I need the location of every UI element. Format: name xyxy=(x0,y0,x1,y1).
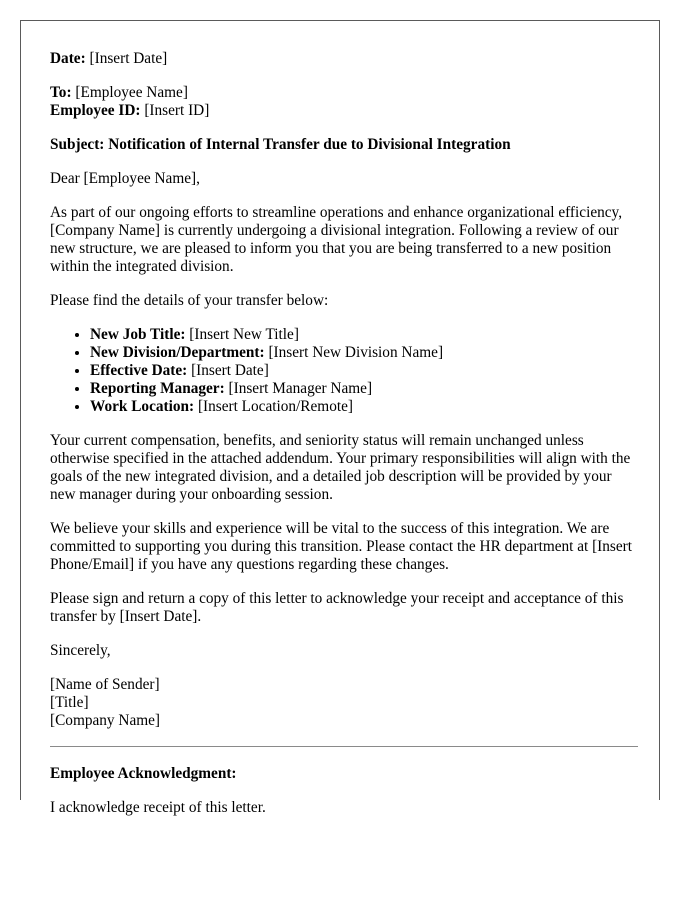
sender-title: [Title] xyxy=(50,694,89,711)
detail-item-job-title xyxy=(90,326,638,344)
details-intro: Please find the details of your transfer below: xyxy=(50,292,329,309)
detail-value: [Insert Date] xyxy=(191,362,269,379)
detail-value: [Insert New Division Name] xyxy=(268,344,444,361)
detail-item-manager xyxy=(90,380,638,398)
intro-paragraph: As part of our ongoing efforts to streamline operations and enhance organizational efficiency, [Company Name] is currently undergoing a divisional integration. Following a review of our new structure, we are pleased to inform you that you are being transferred to a new position within the integrated division. xyxy=(50,204,623,275)
support-paragraph: We believe your skills and experience will be vital to the success of this integration. We are committed to supporting you during this transition. Please contact the HR department at [Insert Phone/Email] if you have any questions regarding these changes. xyxy=(50,520,633,573)
employee-id-label: Employee ID: xyxy=(50,102,141,119)
subject-line xyxy=(50,136,638,154)
detail-label: Reporting Manager: xyxy=(90,380,225,397)
detail-value: [Insert New Title] xyxy=(189,326,299,343)
detail-label: Work Location: xyxy=(90,398,195,415)
to-value: [Employee Name] xyxy=(75,84,188,101)
sender-company: [Company Name] xyxy=(50,712,161,729)
date-value: [Insert Date] xyxy=(89,50,168,67)
detail-label: New Job Title: xyxy=(90,326,186,343)
recipient-block xyxy=(50,84,638,120)
acknowledgment-heading xyxy=(50,765,638,783)
letter-page xyxy=(20,20,660,816)
acknowledgment-heading-text: Employee Acknowledgment: xyxy=(50,765,237,782)
transfer-details-list xyxy=(50,326,638,416)
acknowledgment-text: I acknowledge receipt of this letter. xyxy=(50,799,266,816)
salutation: Dear [Employee Name], xyxy=(50,170,200,187)
detail-item-division xyxy=(90,344,638,362)
date-label: Date: xyxy=(50,50,86,67)
detail-item-location xyxy=(90,398,638,416)
employee-id-line xyxy=(50,102,638,120)
detail-label: New Division/Department: xyxy=(90,344,265,361)
letter-content xyxy=(50,50,638,833)
to-line xyxy=(50,84,638,102)
sender-name: [Name of Sender] xyxy=(50,676,160,693)
to-label: To: xyxy=(50,84,72,101)
detail-value: [Insert Manager Name] xyxy=(228,380,373,397)
employee-id-value: [Insert ID] xyxy=(144,102,210,119)
detail-label: Effective Date: xyxy=(90,362,188,379)
sign-request-paragraph: Please sign and return a copy of this letter to acknowledge your receipt and acceptance of this transfer by [Insert Date]. xyxy=(50,590,624,625)
compensation-paragraph: Your current compensation, benefits, and seniority status will remain unchanged unless otherwise specified in the attached addendum. Your primary responsibilities will align with the goals of the new integrated division, and a detailed job description will be provided by your new manager during your onboarding session. xyxy=(50,432,631,503)
closing: Sincerely, xyxy=(50,642,111,659)
date-line xyxy=(50,50,638,68)
subject-text: Subject: Notification of Internal Transfer due to Divisional Integration xyxy=(50,136,511,153)
divider xyxy=(50,746,638,747)
detail-item-effective-date xyxy=(90,362,638,380)
signature-block xyxy=(50,676,638,730)
detail-value: [Insert Location/Remote] xyxy=(197,398,353,415)
